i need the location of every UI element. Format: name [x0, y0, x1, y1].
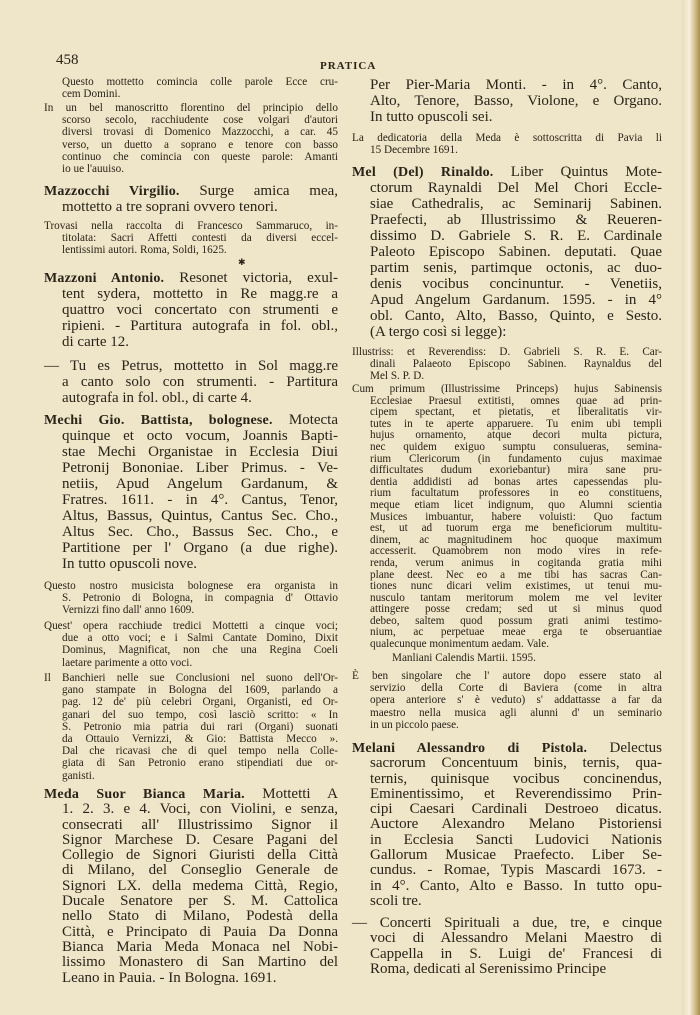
- note-paragraph: [352, 346, 662, 383]
- text-line: sacrorum Concentuum binis, ternis, qua-: [370, 755, 662, 772]
- text-line: — Tu es Petrus, mottetto in Sol magg.re: [44, 358, 338, 374]
- page-edge: [682, 0, 700, 1015]
- entry-paragraph: [352, 164, 662, 340]
- text-line: [44, 270, 338, 286]
- entry-text: Liber Quintus Mote-: [493, 164, 662, 180]
- text-line: pag. 12 de' più celebri Organi, Organisti, ed Or-: [62, 696, 338, 709]
- entry-text: Mottetti A: [244, 786, 338, 802]
- text-line: ripieni. - Partitura autografa in fol. obl.,: [62, 318, 338, 334]
- right-column: [352, 0, 662, 1015]
- text-line: rium Clericorum (in fundamento cujus maximae: [370, 452, 662, 465]
- text-line: cipem spectant, et pietatis, et liberalitatis vir-: [370, 406, 662, 419]
- text-line: io ue l'auuiso.: [62, 162, 124, 175]
- text-line: S. Petronio di Bologna, in compagnia d' Ottavio: [62, 592, 338, 605]
- text-line: [44, 412, 338, 428]
- text-line: Signori LX. della medema Città, Regio,: [62, 877, 338, 894]
- text-line: È ben singolare che l' autore dopo essere stato al: [352, 670, 662, 682]
- text-line: da Ottauio Vernizzi, & Gio: Battista Mecco ».: [62, 732, 338, 745]
- text-line: Cum primum (Illustrissime Princeps) hujus Sabinensis: [352, 383, 662, 395]
- entry-headword: Mel (Del) Rinaldo.: [352, 165, 494, 180]
- text-line: Collegio de Signori Giuristi della Città: [62, 847, 338, 864]
- text-line: autografa in fol. obl., di carte 4.: [62, 390, 252, 406]
- text-line: netiis, Apud Angelum Gardanum, &: [62, 476, 338, 492]
- text-line: due a otto voci; e i Salmi Cantate Domino, Dixit: [62, 632, 338, 645]
- text-line: accesserit. Quamobrem non modo vires in refe-: [370, 545, 662, 558]
- text-line: consecrati all' Illustrissimo Signor il: [62, 816, 338, 833]
- text-line: opera anteriore s' è veduto) s' addattasse a far da: [370, 694, 662, 707]
- text-line: Città, e Principato di Pauia Da Donna: [62, 923, 338, 940]
- entry-paragraph: [44, 412, 338, 572]
- entry-text: Delectus: [587, 740, 662, 756]
- text-line: ternis, quinisque vocibus concinendus,: [370, 770, 662, 787]
- text-line: attingere posse credam; sed ut si minus quod: [370, 603, 662, 616]
- text-line: dinem, ac magnitudinem hoc quoque maximum: [370, 533, 662, 546]
- note-paragraph: [44, 580, 338, 617]
- text-line: denis vocibus concinuntur. - Venetiis,: [370, 276, 662, 292]
- text-line: obl. Canto, Alto, Basso, Quinto, e Sesto.: [370, 308, 662, 324]
- text-line: [352, 164, 662, 180]
- running-header: PRATICA: [320, 60, 377, 72]
- text-line: diversi trovasi di Domenico Mazzocchi, a car. 45: [62, 126, 338, 139]
- text-line: 15 Decembre 1691.: [370, 144, 458, 157]
- text-line: di carte 12.: [62, 334, 130, 350]
- note-paragraph: [352, 132, 662, 156]
- entry-text: Surge amica mea,: [179, 183, 339, 199]
- note-paragraph: [44, 672, 338, 782]
- text-line: Roma, dedicati al Serenissimo Principe: [370, 960, 607, 977]
- text-line: scorso secolo, racchiudente cose volgari d'autori: [62, 114, 338, 127]
- text-line: Auctore Alexandro Melano Pistoriensi: [370, 816, 662, 833]
- text-line: Fratres. 1611. - in 4°. Cantus, Tenor,: [62, 492, 338, 508]
- note-paragraph: [352, 670, 662, 731]
- text-line: siae Cathedralis, ac Seminarij Sabinen.: [370, 196, 662, 212]
- note-paragraph: [352, 77, 662, 125]
- text-line: plane deest. Nec eo a me tibi has sacras Can-: [370, 568, 662, 581]
- text-line: Questo mottetto comincia colle parole Ecce cru-: [62, 76, 338, 88]
- entry-paragraph: [44, 787, 338, 986]
- text-line: mottetto a tre soprani ovvero tenori.: [62, 199, 278, 215]
- note-paragraph: [44, 102, 338, 175]
- text-line: difficultates dudum exoriebantur) mira sane pru-: [370, 464, 662, 477]
- text-line: in un piccolo paese.: [370, 718, 459, 731]
- text-line: [352, 741, 662, 756]
- text-line: Signor Marchese D. Cesare Pagani del: [62, 831, 338, 848]
- text-line: renda, verum animus in cogitanda gratia mihi: [370, 556, 662, 569]
- text-line: Altus Sec. Cho., Bassus Sec. Cho., e: [62, 524, 338, 540]
- text-line: Petronij Bononiae. Liber Primus. - Ve-: [62, 460, 338, 476]
- entry-text: Resonet victoria, exul-: [164, 270, 338, 286]
- text-line: cundus. - Romae, Typis Mascardi 1673. -: [370, 862, 662, 879]
- text-line: quattro voci concertato con strumenti e: [62, 302, 338, 318]
- text-line: servizio della Corte di Baviera (come in altra: [370, 682, 662, 695]
- text-line: cem Domini.: [62, 88, 121, 101]
- text-line: meque etiam licet indignum, quo Alumni scientia: [370, 498, 662, 511]
- text-line: Bianca Maria Meda Monaca nel Nobi-: [62, 938, 338, 955]
- text-line: La dedicatoria della Meda è sottoscritta di Pavia li: [352, 132, 662, 144]
- text-line: maestro nella musica agli alunni d' un seminario: [370, 706, 662, 719]
- text-line: nusculo tantam meritorum molem me vel leviter: [370, 591, 662, 604]
- text-line: partim senis, partimque octonis, ac duo-: [370, 260, 662, 276]
- text-line: in Ecclesia Sancti Ludovici Nationis: [370, 831, 662, 848]
- text-line: titolata: Sacri Affetti contesti da diversi eccel-: [62, 232, 338, 245]
- text-line: ctorum Raynaldi Del Mel Chori Eccle-: [370, 180, 662, 196]
- note-paragraph: [352, 384, 662, 651]
- text-line: Quest' opera racchiude tredici Mottetti a cinque voci;: [44, 620, 338, 632]
- left-column: [44, 0, 338, 1015]
- text-line: est, ut ad tuorum erga me beneficiorum multitu-: [370, 522, 662, 535]
- entry-headword: Meda Suor Bianca Maria.: [44, 787, 245, 802]
- text-line: Paleoto Episcopo Sabinen. deputati. Quae: [370, 244, 662, 260]
- text-line: dentia addidisti ad bonas artes capessendas plu-: [370, 475, 662, 488]
- text-line: dissimo D. Gabriele S. R. E. Cardinale: [370, 228, 662, 244]
- text-line: qualecunque monimentum aedam. Vale.: [370, 638, 550, 651]
- text-line: Apud Angelum Gardanum. 1595. - in 4°: [370, 292, 662, 308]
- note-paragraph: [44, 358, 338, 406]
- text-line: (A tergo così si legge):: [370, 324, 507, 340]
- text-line: nec quidem exiguo sumptu consulueras, semina-: [370, 440, 662, 453]
- text-line: continuo che comincia con queste parole: Amanti: [62, 150, 338, 163]
- text-line: in 4°. Canto, Alto e Basso. In tutto opu-: [370, 877, 662, 894]
- text-line: tent sydera, mottetto in Re magg.re a: [62, 286, 338, 302]
- entry-text: Motecta: [272, 412, 339, 428]
- note-paragraph: [44, 220, 338, 257]
- text-line: scoli tre.: [370, 892, 422, 909]
- text-line: quinque et octo vocum, Joannis Bapti-: [62, 428, 338, 444]
- text-line: a canto solo con strumenti. - Partitura: [62, 374, 338, 390]
- text-line: lentissimi autori. Roma, Soldi, 1625.: [62, 244, 227, 257]
- entry-paragraph: [352, 741, 662, 909]
- text-line: rium facultatum professores in eo constituens,: [370, 487, 662, 500]
- text-line: Illustriss: et Reverendiss: D. Gabrieli S. R. E. Car-: [352, 346, 662, 358]
- text-line: 1. 2. 3. e 4. Voci, con Violini, e senza,: [62, 801, 338, 818]
- text-line: di Milano, del Conseglio Generale de: [62, 862, 338, 879]
- text-line: dinali Palaeoto Episcopo Sabinen. Raynaldus del: [370, 358, 662, 371]
- text-line: lissimo Monastero di San Martino del: [62, 954, 338, 971]
- text-line: Questo nostro musicista bolognese era organista in: [44, 580, 338, 592]
- text-line: In tutto opuscoli nove.: [62, 556, 197, 572]
- text-line: [44, 183, 338, 199]
- text-line: Cappella in S. Luigi de' Francesi di: [370, 945, 662, 962]
- text-line: ganari del suo tempo, così lasciò scritto: « In: [62, 708, 338, 721]
- text-line: Musices imbuantur, habere voluisti: Quo factum: [370, 510, 662, 523]
- text-line: nium, ac perpetuae meae erga te obseruantiae: [370, 626, 662, 639]
- asterisk-mark: ✱: [238, 257, 246, 267]
- text-line: Praefecti, ab Illustrissimo & Reueren-: [370, 212, 662, 228]
- note-paragraph: [44, 76, 338, 100]
- text-line: Altus, Bassus, Quintus, Cantus Sec. Cho.,: [62, 508, 338, 524]
- text-line: Ecclesiae Praesul extitisti, omnes quae ad prin-: [370, 394, 662, 407]
- note-paragraph: [44, 620, 338, 669]
- text-line: tiones nunc dicari velim existimes, ut tenui mu-: [370, 580, 662, 593]
- text-line: — Concerti Spirituali a due, tre, e cinque: [352, 915, 662, 931]
- text-line: tutes in te aperte apparuere. Tu enim ubi templi: [370, 417, 662, 430]
- text-line: S. Petronio mia patria dui rari (Organi) suonati: [62, 720, 338, 733]
- text-line: Mel S. P. D.: [370, 370, 425, 383]
- text-line: ganisti.: [62, 769, 95, 782]
- text-line: debeo, saltem quod possum grati animi testimo-: [370, 614, 662, 627]
- text-line: cipi Caesari Cardinali Destroeo dicatus.: [370, 801, 662, 818]
- text-line: verso, un duetto a soprano e tenore con basso: [62, 138, 338, 151]
- note-paragraph: [352, 916, 662, 977]
- entry-headword: Melani Alessandro di Pistola.: [352, 741, 588, 756]
- text-line: stae Mechi Organistae in Ecclesia Diui: [62, 444, 338, 460]
- text-line: nello Stato di Milano, Podestà della: [62, 908, 338, 925]
- entry-paragraph: [44, 183, 338, 215]
- note-paragraph: [352, 652, 662, 664]
- text-line: Dominus, Magnificat, non che una Regina Coeli: [62, 644, 338, 657]
- entry-headword: Mechi Gio. Battista, bolognese.: [44, 413, 273, 428]
- text-line: [44, 787, 338, 802]
- text-line: Manliani Calendis Martii. 1595.: [392, 652, 536, 664]
- text-line: Leano in Pauia. - In Bologna. 1691.: [62, 969, 277, 986]
- text-line: Dal che ricavasi che di quel tempo nella Colle-: [62, 745, 338, 758]
- text-line: Il Banchieri nelle sue Conclusioni nel suono dell'Or-: [44, 672, 338, 684]
- text-line: hujus ornamento, atque decori multa pictura,: [370, 429, 662, 442]
- text-line: Partitione per l' Organo (a due righe).: [62, 540, 338, 556]
- entry-headword: Mazzoni Antonio.: [44, 271, 165, 286]
- entry-paragraph: [44, 270, 338, 350]
- text-line: In tutto opuscoli sei.: [370, 109, 493, 125]
- text-line: Eminentissimo, et Reverendissimo Prin-: [370, 785, 662, 802]
- text-line: Vernizzi fino dall' anno 1609.: [62, 604, 195, 617]
- entry-headword: Mazzocchi Virgilio.: [44, 184, 180, 199]
- text-line: gano stampate in Bologna del 1609, parlando a: [62, 684, 338, 697]
- text-line: Ducale Senatore per S. M. Cattolica: [62, 893, 338, 910]
- text-line: giata di San Petronio erano stipendiati due or-: [62, 757, 338, 770]
- text-line: Alto, Tenore, Basso, Violone, e Organo.: [370, 93, 662, 109]
- text-line: voci di Alessandro Melani Maestro di: [370, 930, 662, 947]
- text-line: In un bel manoscritto florentino del principio dello: [44, 102, 338, 114]
- page-number: 458: [56, 52, 79, 68]
- text-line: Gallorum Musicae Praefecto. Liber Se-: [370, 847, 662, 864]
- text-line: Per Pier-Maria Monti. - in 4°. Canto,: [370, 77, 662, 93]
- text-line: Trovasi nella raccolta di Francesco Sammaruco, in-: [44, 220, 338, 232]
- text-line: laetare parimente a otto voci.: [62, 656, 193, 669]
